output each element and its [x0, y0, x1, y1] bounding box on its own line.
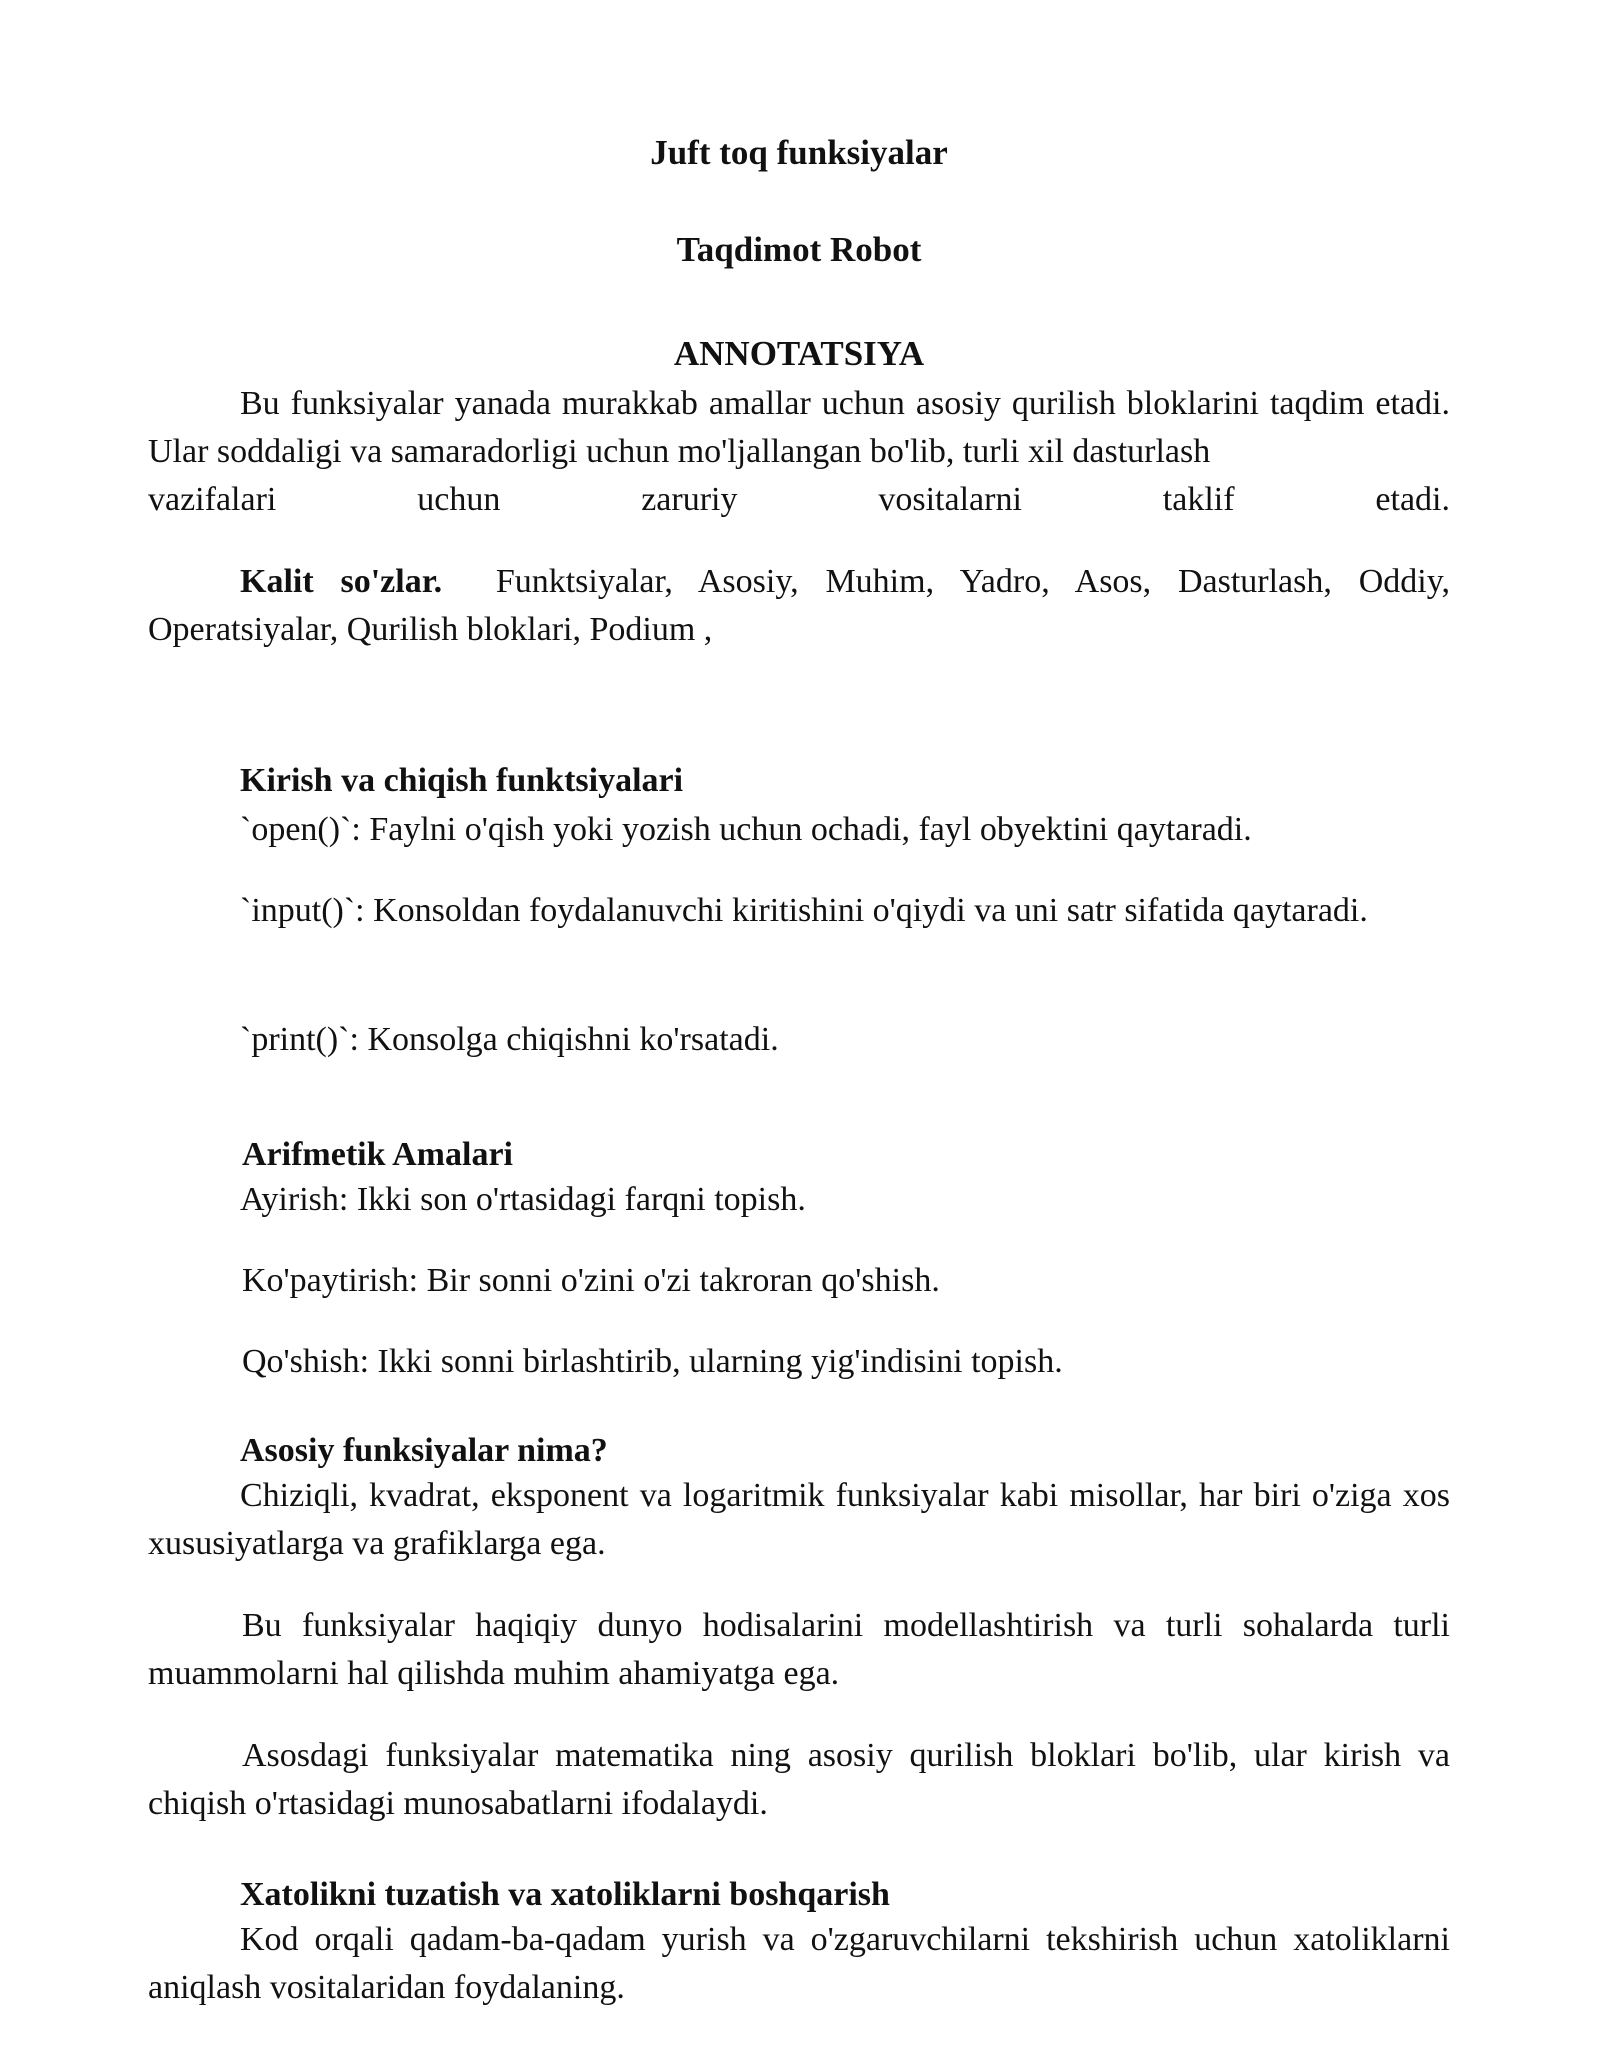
annotation-text-main: Bu funksiyalar yanada murakkab amallar uchun asosiy qurilish bloklarini taqdim etadi. Ular soddaligi va samaradorligi uchun mo'ljallangan bo'lib, turli xil dasturlash	[148, 385, 1450, 470]
basic-paragraph-1: Chiziqli, kvadrat, eksponent va logaritmik funksiyalar kabi misollar, har biri o'ziga xos xususiyatlarga va grafiklarga ega.	[148, 1477, 1450, 1562]
arith-paragraph-2: Ko'paytirish: Bir sonni o'zini o'zi takroran qo'shish.	[242, 1262, 940, 1299]
annotation-text	[148, 380, 1450, 476]
section-heading-basic: Asosiy funksiyalar nima?	[240, 1432, 608, 1469]
section-heading-arith: Arifmetik Amalari	[242, 1136, 513, 1173]
arith-paragraph-1: Ayirish: Ikki son o'rtasidagi farqni topish.	[240, 1181, 806, 1218]
io-paragraph-2: `input()`: Konsoldan foydalanuvchi kiritishini o'qiydi va uni satr sifatida qaytaradi.	[240, 892, 1368, 929]
basic-paragraph-2: Bu funksiyalar haqiqiy dunyo hodisalarini modellashtirish va turli sohalarda turli muammolarni hal qilishda muhim ahamiyatga ega.	[148, 1607, 1450, 1692]
keywords-paragraph	[148, 558, 1450, 654]
document-author: Taqdimot Robot	[676, 230, 922, 269]
io-paragraph-3: `print()`: Konsolga chiqishni ko'rsatadi.	[240, 1021, 779, 1058]
section-heading-io: Kirish va chiqish funktsiyalari	[240, 762, 684, 799]
section-heading-debug: Xatolikni tuzatish va xatoliklarni boshqarish	[240, 1876, 890, 1913]
annotation-text-last-line: vazifalari uchun zaruriy vositalarni taklif etadi.	[148, 481, 1450, 518]
debug-paragraph-1: Kod orqali qadam-ba-qadam yurish va o'zgaruvchilarni tekshirish uchun xatoliklarni aniqlash vositalaridan foydalaning.	[148, 1921, 1450, 2006]
keywords-text: Funktsiyalar, Asosiy, Muhim, Yadro, Asos, Dasturlash, Oddiy, Operatsiyalar, Qurilish bloklari, Podium ,	[148, 563, 1450, 648]
io-paragraph-1: `open()`: Faylni o'qish yoki yozish uchun ochadi, fayl obyektini qaytaradi.	[240, 811, 1252, 848]
basic-paragraph-3: Asosdagi funksiyalar matematika ning asosiy qurilish bloklari bo'lib, ular kirish va chiqish o'rtasidagi munosabatlarni ifodalaydi.	[148, 1737, 1450, 1822]
keywords-label: Kalit so'zlar.	[240, 563, 443, 600]
arith-paragraph-3: Qo'shish: Ikki sonni birlashtirib, ularning yig'indisini topish.	[242, 1343, 1063, 1380]
document-title: Juft toq funksiyalar	[650, 133, 948, 172]
annotation-heading: ANNOTATSIYA	[673, 334, 925, 373]
